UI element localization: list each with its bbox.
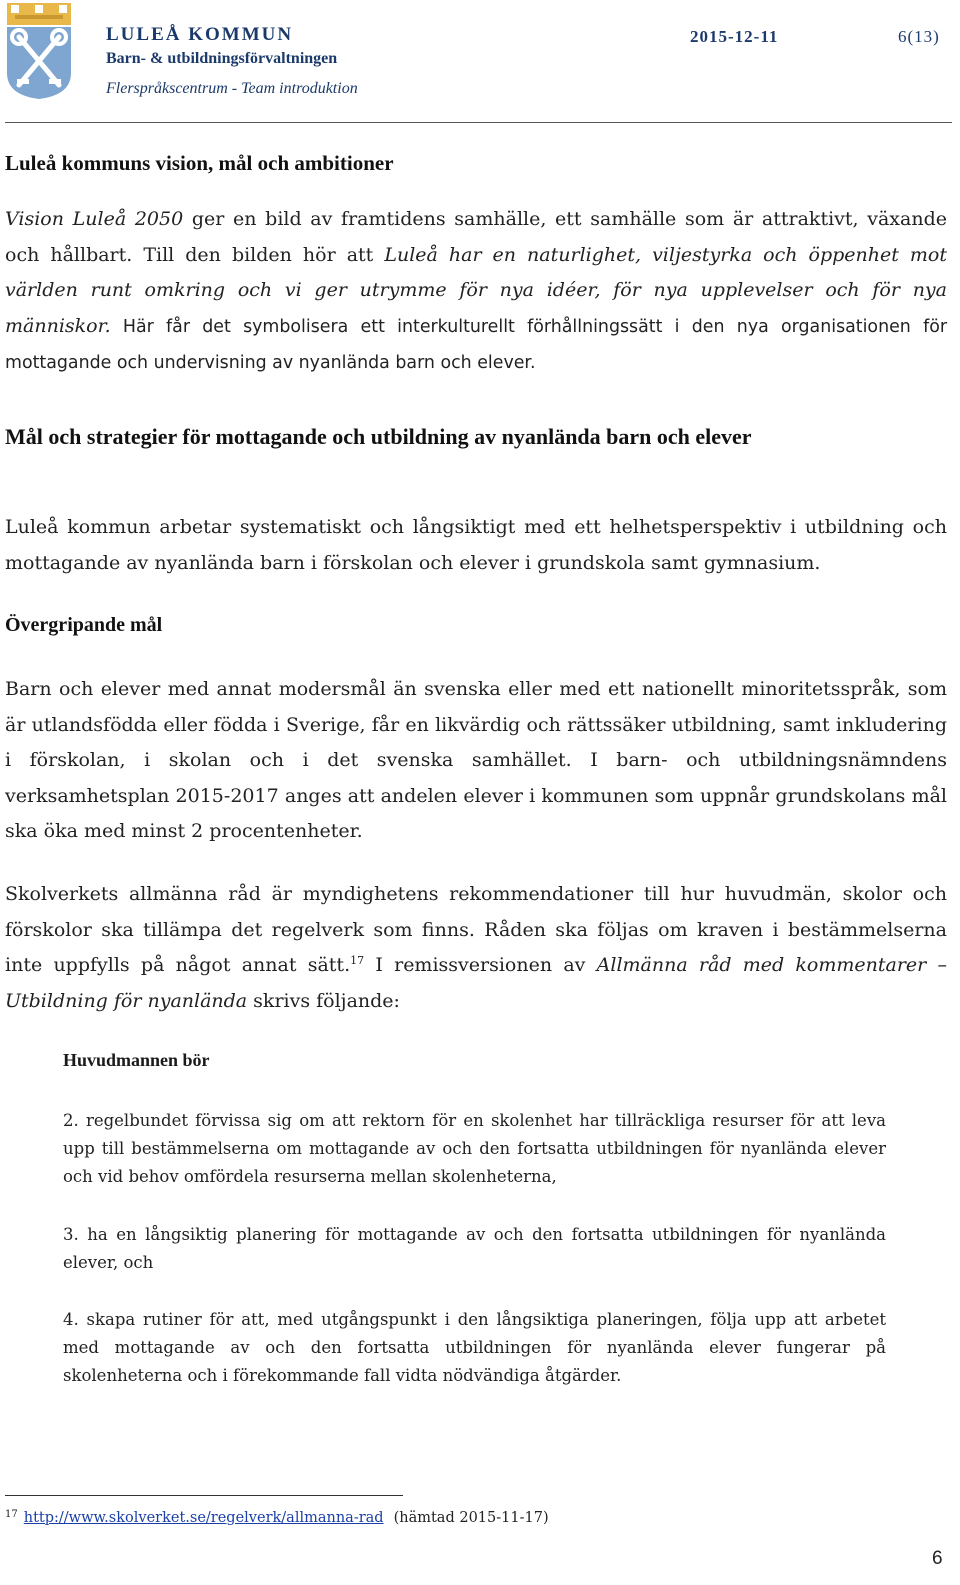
org-name: LULEÅ KOMMUN xyxy=(106,24,294,45)
department-name: Barn- & utbildningsförvaltningen xyxy=(106,50,338,67)
footnote-reference: 17 xyxy=(350,954,365,967)
footnote-number: 17 xyxy=(5,1509,18,1520)
footnote-accessed: (hämtad 2015-11-17) xyxy=(393,1510,549,1526)
paragraph-goals: Luleå kommun arbetar systematiskt och långsiktigt med ett helhetsperspektiv i utbildning och mottagande av nyanlända barn i förskolan och elever i grundskola samt gymnasium. xyxy=(5,516,947,574)
paragraph-vision xyxy=(5,202,947,382)
quote-item: 2. regelbundet förvissa sig om att rektorn för en skolenhet har tillräckliga resurser för att leva upp till bestämmelserna om mottagande av och den fortsatta utbildningen för nyanlända elever och vid behov omfördela resurserna mellan skolenheterna, xyxy=(63,1111,886,1186)
lulea-coat-of-arms-icon xyxy=(5,3,73,99)
page-number: 6 xyxy=(932,1548,943,1569)
vision-text-b: Här får det symbolisera ett interkulturellt förhållningssätt i den nya organisationen för mottagande och undervisning av nyanlända barn och elever. xyxy=(5,316,947,373)
skolverket-title: Allmänna råd med kommentarer – Utbildning för nyanlända xyxy=(5,954,947,1012)
skolverket-text-a: Skolverkets allmänna råd är myndighetens rekommendationer till hur huvudmän, skolor och förskolor ska tillämpa det regelverk som finns. Råden ska följas om kraven i bestämmelserna inte uppfylls på något annat sätt. xyxy=(5,883,947,976)
vision-title: Vision Luleå 2050 xyxy=(5,208,184,230)
vision-text-a: ger en bild av framtidens samhälle, ett samhälle som är attraktivt, växande och hållbart. Till den bilden hör att xyxy=(5,208,947,266)
footnote-link[interactable]: http://www.skolverket.se/regelverk/allmanna-rad xyxy=(23,1510,384,1526)
heading-vision: Luleå kommuns vision, mål och ambitioner xyxy=(5,151,394,175)
heading-overall-goal: Övergripande mål xyxy=(5,614,163,636)
skolverket-text-c: skrivs följande: xyxy=(247,989,400,1012)
heading-goals-strategies: Mål och strategier för mottagande och utbildning av nyanlända barn och elever xyxy=(5,424,752,449)
quote-item: 4. skapa rutiner för att, med utgångspunkt i den långsiktiga planeringen, följa upp att arbetet med mottagande av och den fortsatta utbildningen för nyanlända elever fungerar på skolenheterna och i förekommande fall vidta nödvändiga åtgärder. xyxy=(63,1310,886,1385)
header-divider xyxy=(5,122,952,123)
team-name: Flerspråkscentrum - Team introduktion xyxy=(106,80,358,97)
quote-heading: Huvudmannen bör xyxy=(63,1050,210,1070)
vision-quote: Luleå har en naturlighet, viljestyrka och öppenhet mot världen runt omkring och vi ger utrymme för nya idéer, för nya upplevelser och för nya människor. xyxy=(5,243,947,337)
skolverket-text-b: I remissversionen av xyxy=(364,954,597,976)
document-date: 2015-12-11 xyxy=(690,27,779,46)
footnote-divider xyxy=(5,1495,403,1496)
quote-item: 3. ha en långsiktig planering för mottagande av och den fortsatta utbildningen för nyanlända elever, och xyxy=(63,1225,886,1272)
page-counter: 6(13) xyxy=(898,27,940,46)
footnote xyxy=(5,1509,549,1526)
paragraph-skolverket xyxy=(5,877,947,1019)
paragraph-overall-goal: Barn och elever med annat modersmål än svenska eller med ett nationellt minoritetsspråk, som är utlandsfödda eller födda i Sverige, får en likvärdig och rättssäker utbildning, samt inkludering i förskolan, i skolan och i det svenska samhället. I barn- och utbildningsnämndens verksamhetsplan 2015-2017 anges att andelen elever i kommunen som uppnår grundskolans mål ska öka med minst 2 procentenheter. xyxy=(5,678,947,842)
